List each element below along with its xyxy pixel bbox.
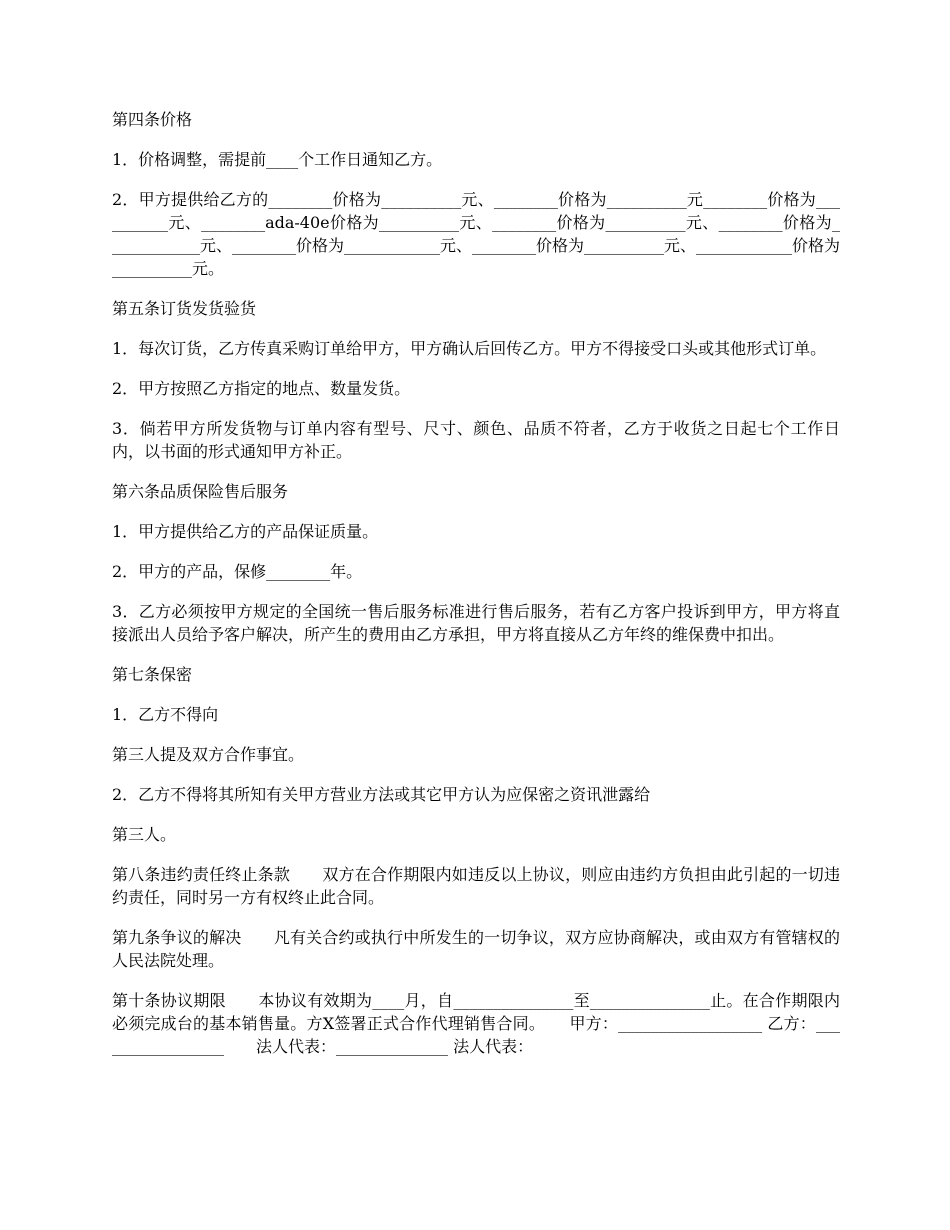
article-6-heading: 第六条品质保险售后服务 xyxy=(112,482,289,501)
article-4-heading: 第四条价格 xyxy=(112,110,193,129)
article-9: 第九条争议的解决 凡有关合约或执行中所发生的一切争议，双方应协商解决，或由双方有管辖权的人民法院处理。 xyxy=(112,928,840,970)
article-6-clause-2: 2．甲方的产品，保修________年。 xyxy=(112,562,363,581)
article-5-heading: 第五条订货发货验货 xyxy=(112,299,257,318)
article-5-clause-2: 2．甲方按照乙方指定的地点、数量发货。 xyxy=(112,379,411,398)
article-10-and-signatures: 第十条协议期限 本协议有效期为____月，自_______________至_______________止。在合作期限内必须完成台的基本销售量。方X签署正式合作代理销售合同。 甲方：__________________ 乙方：_________________ 法人代表：______________ 法人代表： xyxy=(112,991,840,1056)
article-7-clause-2-cont: 第三人。 xyxy=(112,825,177,844)
article-7-clause-1-cont: 第三人提及双方合作事宜。 xyxy=(112,745,305,764)
article-6-clause-3: 3．乙方必须按甲方规定的全国统一售后服务标准进行售后服务，若有乙方客户投诉到甲方，甲方将直接派出人员给予客户解决，所产生的费用由乙方承担，甲方将直接从乙方年终的维保费中扣出。 xyxy=(112,602,840,644)
article-7-clause-1: 1．乙方不得向 xyxy=(112,705,219,724)
article-6-clause-1: 1．甲方提供给乙方的产品保证质量。 xyxy=(112,522,379,541)
article-4-clause-2: 2．甲方提供给乙方的________价格为__________元、________价格为__________元________价格为__________元、________ada-40e价格为__________元、________价格为__________元、________价格为____________元、________价格为____________元、________价格为__________元、____________价格为__________元。 xyxy=(112,190,841,278)
article-5-clause-1: 1．每次订货，乙方传真采购订单给甲方，甲方确认后回传乙方。甲方不得接受口头或其他形式订单。 xyxy=(112,339,827,358)
article-7-heading: 第七条保密 xyxy=(112,665,193,684)
article-5-clause-3: 3．倘若甲方所发货物与订单内容有型号、尺寸、颜色、品质不符者，乙方于收货之日起七个工作日内，以书面的形式通知甲方补正。 xyxy=(112,419,840,461)
article-7-clause-2: 2．乙方不得将其所知有关甲方营业方法或其它甲方认为应保密之资讯泄露给 xyxy=(112,785,651,804)
document-page xyxy=(112,108,840,1058)
article-8: 第八条违约责任终止条款 双方在合作期限内如违反以上协议，则应由违约方负担由此引起的一切违约责任，同时另一方有权终止此合同。 xyxy=(112,865,840,907)
article-4-clause-1: 1．价格调整，需提前____个工作日通知乙方。 xyxy=(112,150,443,169)
